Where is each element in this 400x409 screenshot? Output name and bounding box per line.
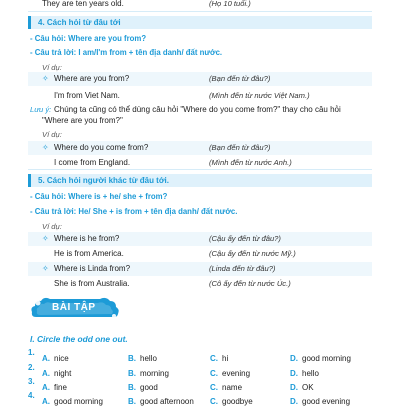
option-text: name	[222, 383, 243, 392]
question-number: 1.	[28, 348, 35, 357]
sparkle-icon: ✧	[42, 143, 49, 152]
option-text: good morning	[302, 354, 351, 363]
option-text: hi	[222, 354, 229, 363]
sec5-ex2-question: Where is Linda from?	[54, 264, 131, 273]
divider	[28, 11, 372, 12]
option-text: evening	[222, 369, 251, 378]
sec5-ex2-question-vi: (Linda đến từ đâu?)	[209, 264, 276, 273]
option-text: night	[54, 369, 72, 378]
badge-text: BÀI TẬP	[52, 302, 96, 313]
option-letter: B.	[128, 397, 136, 406]
answer-option[interactable]	[128, 391, 194, 409]
answer-option[interactable]	[42, 391, 103, 409]
option-letter: B.	[128, 383, 136, 392]
sec4-example-label: Ví dụ:	[42, 63, 62, 72]
option-letter: D.	[290, 369, 298, 378]
section-5-heading: 5. Cách hỏi người khác từ đâu tới.	[38, 176, 169, 185]
option-letter: C.	[210, 354, 218, 363]
top-example-vi: (Họ 10 tuổi.)	[209, 0, 251, 8]
section-4-heading: 4. Cách hỏi từ đâu tới	[38, 18, 121, 27]
option-letter: C.	[210, 383, 218, 392]
option-letter: C.	[210, 397, 218, 406]
option-letter: A.	[42, 354, 50, 363]
exercise-title: I. Circle the odd one out.	[30, 334, 128, 344]
question-number: 3.	[28, 377, 35, 386]
sec4-ex1-question-vi: (Bạn đến từ đâu?)	[209, 74, 271, 83]
sec4-ex2-question-vi: (Bạn đến từ đâu?)	[209, 143, 271, 152]
sec4-ex1-question: Where are you from?	[54, 74, 130, 83]
sec4-answer-rule: - Câu trả lời: I am/I'm from + tên địa danh/ đất nước.	[30, 48, 223, 57]
sec4-ex2-question: Where do you come from?	[54, 143, 149, 152]
option-text: good afternoon	[140, 397, 194, 406]
divider	[28, 169, 372, 170]
answer-option[interactable]	[290, 391, 350, 409]
sec4-ex1-answer-vi: (Mình đến từ nước Việt Nam.)	[209, 91, 310, 100]
sec5-ex2-answer: She is from Australia.	[54, 279, 130, 288]
option-letter: A.	[42, 369, 50, 378]
option-letter: A.	[42, 397, 50, 406]
question-number: 4.	[28, 391, 35, 400]
top-example-en: They are ten years old.	[42, 0, 124, 8]
sparkle-icon: ✧	[42, 264, 49, 273]
sec5-ex1-answer: He is from America.	[54, 249, 124, 258]
sec5-example-label: Ví dụ:	[42, 222, 62, 231]
sec5-ex1-question: Where is he from?	[54, 234, 120, 243]
option-text: fine	[54, 383, 67, 392]
answer-option[interactable]	[210, 391, 253, 409]
option-letter: D.	[290, 383, 298, 392]
section-5-heading-bar	[28, 174, 372, 187]
sec4-note-label: Lưu ý:	[30, 105, 52, 114]
option-letter: C.	[210, 369, 218, 378]
option-text: hello	[140, 354, 157, 363]
sec5-question-rule: - Câu hỏi: Where is + he/ she + from?	[30, 192, 168, 201]
sec4-question-rule: - Câu hỏi: Where are you from?	[30, 34, 147, 43]
option-text: good morning	[54, 397, 103, 406]
option-text: OK	[302, 383, 314, 392]
option-letter: B.	[128, 369, 136, 378]
sec4-ex1-answer: I'm from Viet Nam.	[54, 91, 120, 100]
sparkle-icon: ✧	[42, 234, 49, 243]
sec4-example-label-2: Ví dụ:	[42, 130, 62, 139]
option-text: good evening	[302, 397, 351, 406]
section-4-heading-bar	[28, 16, 372, 29]
question-number: 2.	[28, 363, 35, 372]
sec5-ex1-answer-vi: (Cậu ấy đến từ nước Mỹ.)	[209, 249, 296, 258]
option-text: morning	[140, 369, 169, 378]
sec4-note-line2: "Where are you from?"	[42, 116, 123, 125]
option-text: good	[140, 383, 158, 392]
option-text: nice	[54, 354, 69, 363]
exercise-badge	[30, 295, 120, 321]
sec5-ex2-answer-vi: (Cô ấy đến từ nước Úc.)	[209, 279, 291, 288]
option-text: hello	[302, 369, 319, 378]
option-letter: A.	[42, 383, 50, 392]
sec5-ex1-question-vi: (Cậu ấy đến từ đâu?)	[209, 234, 281, 243]
option-letter: D.	[290, 397, 298, 406]
sparkle-icon: ✧	[42, 74, 49, 83]
sec5-answer-rule: - Câu trả lời: He/ She + is from + tên địa danh/ đất nước.	[30, 207, 238, 216]
option-letter: D.	[290, 354, 298, 363]
sec4-note-line1: Chúng ta cũng có thể dùng câu hỏi "Where do you come from?" thay cho câu hỏi	[54, 105, 341, 114]
sec4-ex2-answer: I come from England.	[54, 158, 131, 167]
option-letter: B.	[128, 354, 136, 363]
sec4-ex2-answer-vi: (Mình đến từ nước Anh.)	[209, 158, 292, 167]
option-text: goodbye	[222, 397, 253, 406]
